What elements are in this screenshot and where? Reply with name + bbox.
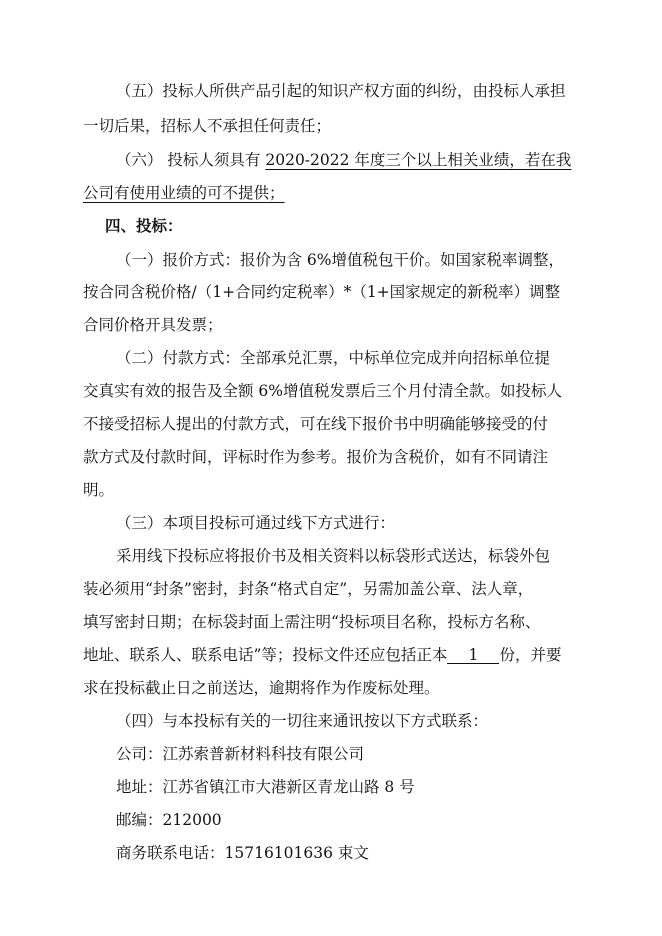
- quote-method-line-2: 按合同含税价格/（1+合同约定税率）*（1+国家规定的新税率）调整: [83, 283, 561, 301]
- company-address: 地址：江苏省镇江市大港新区青龙山路 8 号: [116, 778, 415, 796]
- offline-bid-line-4-tail: 份，并要: [499, 646, 562, 664]
- section-4-heading: 四、投标：: [105, 217, 183, 235]
- original-copies-count: 1: [447, 647, 499, 664]
- clause-6-prefix: （六） 投标人须具有: [116, 151, 266, 169]
- offline-bid-line-5: 求在投标截止日之前送达，逾期将作为作废标处理。: [83, 679, 440, 697]
- offline-bid-line-3: 填写密封日期；在标袋封面上需注明“投标项目名称，投标方名称、: [83, 613, 541, 631]
- quote-method-line-3: 合同价格开具发票；: [83, 316, 223, 334]
- clause-5-line-2: 一切后果，招标人不承担任何责任；: [83, 117, 332, 135]
- offline-bid-heading: （三）本项目投标可通过线下方式进行：: [116, 514, 396, 532]
- quote-method-line-1: （一）报价方式：报价为含 6%增值税包干价。如国家税率调整，: [116, 251, 565, 269]
- company-name: 公司：江苏索普新材料科技有限公司: [116, 745, 365, 763]
- clause-6-line-2: [83, 181, 285, 203]
- offline-bid-line-4: [83, 643, 561, 665]
- clause-5-line-1: （五）投标人所供产品引起的知识产权方面的纠纷，由投标人承担: [116, 82, 566, 100]
- payment-method-line-3: 不接受招标人提出的付款方式，可在线下报价书中明确能够接受的付: [83, 415, 549, 433]
- clause-6-underlined-text: 2020-2022 年度三个以上相关业绩，若在我: [265, 151, 572, 169]
- clause-6-line-1: [116, 148, 571, 170]
- offline-bid-line-2: 装必须用“封条”密封，封条“格式自定”，另需加盖公章、法人章，: [83, 580, 534, 598]
- payment-method-line-2: 交真实有效的报告及全额 6%增值税发票后三个月付清全款。如投标人: [83, 382, 563, 400]
- business-contact-phone: 商务联系电话：15716101636 束文: [116, 844, 369, 862]
- postal-code: 邮编：212000: [116, 811, 222, 829]
- payment-method-line-4: 款方式及付款时间，评标时作为参考。报价为含税价，如有不同请注: [83, 448, 549, 466]
- payment-method-line-5: 明。: [83, 481, 115, 499]
- contact-heading: （四）与本投标有关的一切往来通讯按以下方式联系：: [116, 712, 489, 730]
- payment-method-line-1: （二）付款方式：全部承兑汇票，中标单位完成并向招标单位提: [116, 349, 551, 367]
- offline-bid-line-1: 采用线下投标应将报价书及相关资料以标袋形式送达，标袋外包: [116, 547, 551, 565]
- clause-6-underlined-continuation: 公司有使用业绩的可不提供；: [83, 184, 285, 202]
- offline-bid-line-4-text: 地址、联系人、联系电话”等；投标文件还应包括正本: [83, 646, 448, 664]
